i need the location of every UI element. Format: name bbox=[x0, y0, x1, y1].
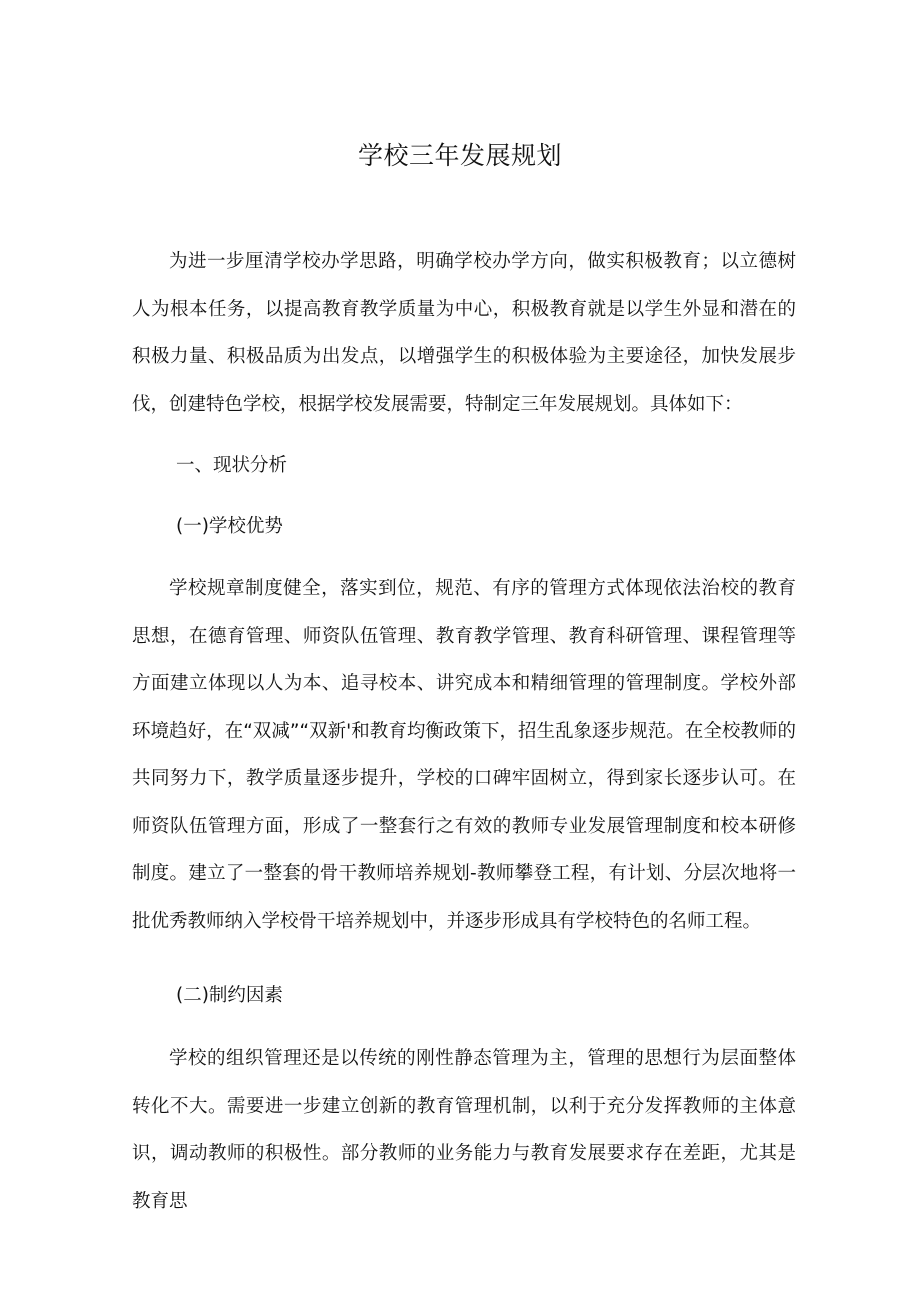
intro-paragraph: 为进一步厘清学校办学思路，明确学校办学方向，做实积极教育；以立德树人为根本任务，以提高教育教学质量为中心，积极教育就是以学生外显和潜在的积极力量、积极品质为出发点，以增强学生的积极体验为主要途径，加快发展步伐，创建特色学校，根据学校发展需要，特制定三年发展规划。具体如下： bbox=[132, 251, 796, 415]
school-advantages-paragraph: 学校规章制度健全，落实到位，规范、有序的管理方式体现依法治校的教育思想，在德育管理、师资队伍管理、教育教学管理、教育科研管理、课程管理等方面建立体现以人为本、追寻校本、讲究成本和精细管理的管理制度。学校外部环境趋好，在“双减”“双新'和教育均衡政策下，招生乱象逐步规范。在全校教师的共同努力下，教学质量逐步提升，学校的口碑牢固树立，得到家长逐步认可。在师资队伍管理方面，形成了一整套行之有效的教师专业发展管理制度和校本研修制度。建立了一整套的骨干教师培养规划-教师攀登工程，有计划、分层次地将一批优秀教师纳入学校骨干培养规划中，并逐步形成具有学校特色的名师工程。 bbox=[132, 578, 796, 932]
document-title: 学校三年发展规划 bbox=[357, 141, 562, 170]
subsection-heading-constraints: (二)制约因素 bbox=[176, 985, 283, 1006]
section-heading-status-analysis: 一、现状分析 bbox=[176, 455, 288, 476]
constraints-paragraph: 学校的组织管理还是以传统的刚性静态管理为主，管理的思想行为层面整体转化不大。需要进一步建立创新的教育管理机制，以利于充分发挥教师的主体意识，调动教师的积极性。部分教师的业务能力与教育发展要求存在差距，尤其是教育思 bbox=[132, 1048, 796, 1212]
subsection-heading-school-advantages: (一)学校优势 bbox=[176, 516, 283, 537]
